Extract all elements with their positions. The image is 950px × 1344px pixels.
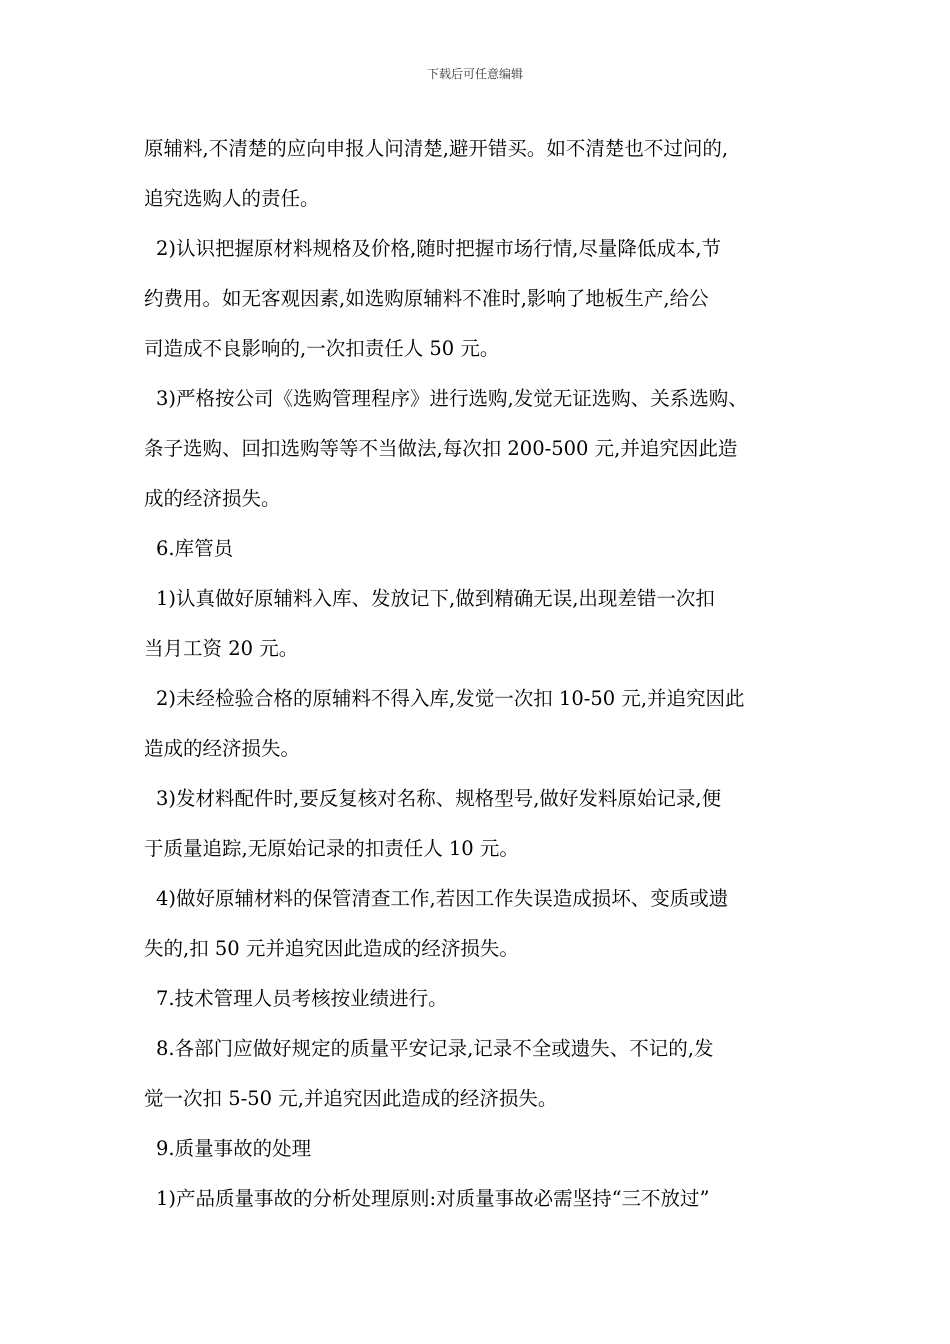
document-body — [144, 124, 824, 1224]
section-heading: 9.质量事故的处理 — [156, 1137, 312, 1160]
text-line: 条子选购、回扣选购等等不当做法,每次扣 200-500 元,并追究因此造 — [144, 437, 738, 460]
text-line: 司造成不良影响的,一次扣责任人 50 元。 — [144, 337, 500, 360]
page-header: 下载后可任意编辑 — [426, 67, 523, 81]
section-heading: 7.技术管理人员考核按业绩进行。 — [156, 987, 448, 1010]
text-line: 当月工资 20 元。 — [144, 637, 299, 660]
text-line: 1)认真做好原辅料入库、发放记下,做到精确无误,出现差错一次扣 — [156, 587, 715, 610]
text-line: 4)做好原辅材料的保管清查工作,若因工作失误造成损坏、变质或遗 — [156, 887, 729, 910]
text-line: 1)产品质量事故的分析处理原则:对质量事故必需坚持“三不放过” — [156, 1187, 710, 1210]
text-line: 3)发材料配件时,要反复核对名称、规格型号,做好发料原始记录,便 — [156, 787, 722, 810]
text-line: 2)认识把握原材料规格及价格,随时把握市场行情,尽量降低成本,节 — [156, 237, 722, 260]
text-line: 失的,扣 50 元并追究因此造成的经济损失。 — [144, 937, 519, 960]
text-line: 原辅料,不清楚的应向申报人问清楚,避开错买。如不清楚也不过问的, — [144, 137, 729, 160]
text-line: 成的经济损失。 — [144, 487, 281, 510]
section-heading: 6.库管员 — [156, 537, 234, 560]
text-line: 于质量追踪,无原始记录的扣责任人 10 元。 — [144, 837, 519, 860]
text-line: 8.各部门应做好规定的质量平安记录,记录不全或遗失、不记的,发 — [156, 1037, 714, 1060]
text-line: 觉一次扣 5-50 元,并追究因此造成的经济损失。 — [144, 1087, 558, 1110]
text-line: 2)未经检验合格的原辅料不得入库,发觉一次扣 10-50 元,并追究因此 — [156, 687, 745, 710]
text-line: 追究选购人的责任。 — [144, 187, 320, 210]
text-line: 约费用。如无客观因素,如选购原辅料不准时,影响了地板生产,给公 — [144, 287, 709, 310]
text-line: 造成的经济损失。 — [144, 737, 301, 760]
text-line: 3)严格按公司《选购管理程序》进行选购,发觉无证选购、关系选购、 — [156, 387, 748, 410]
